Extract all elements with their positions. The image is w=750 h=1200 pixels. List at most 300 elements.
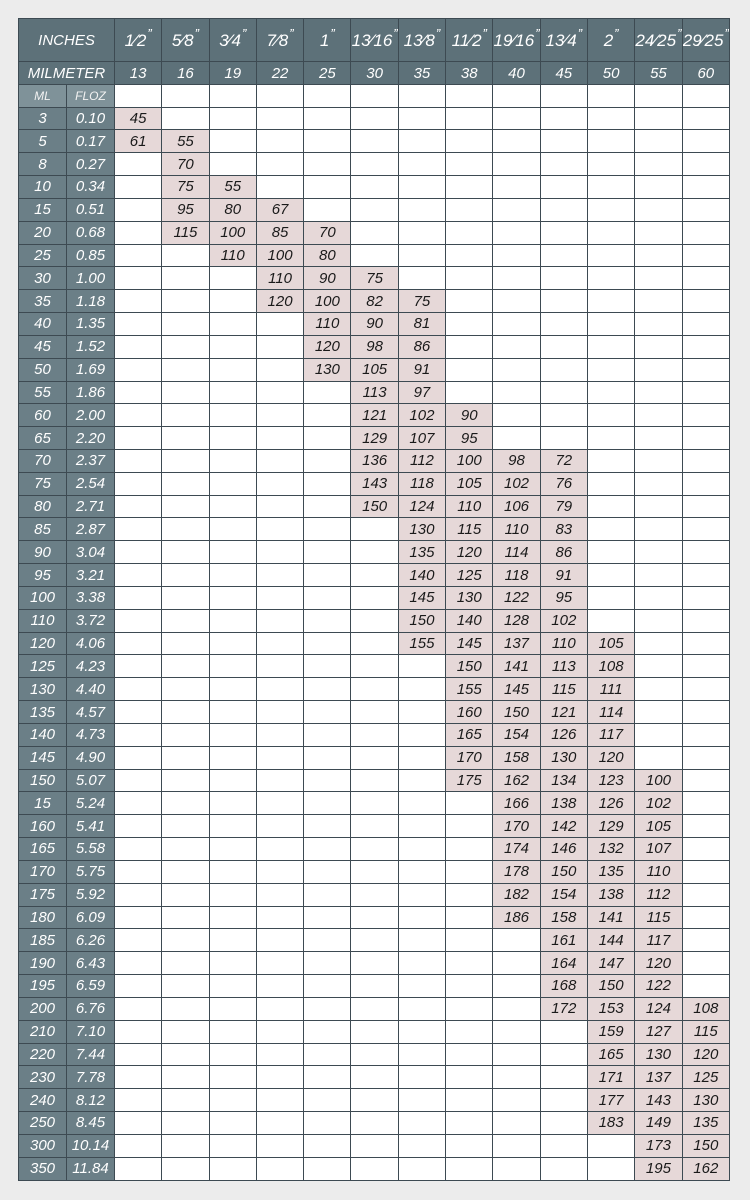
capacity-cell: 162 — [493, 769, 540, 792]
table-cell — [682, 85, 729, 107]
table-cell — [209, 290, 256, 313]
table-cell — [587, 335, 634, 358]
capacity-cell: 83 — [540, 518, 587, 541]
capacity-cell: 173 — [635, 1134, 682, 1157]
table-cell — [115, 472, 162, 495]
table-cell — [209, 1066, 256, 1089]
table-cell — [682, 678, 729, 701]
inch-size-value — [545, 25, 583, 50]
table-cell — [493, 427, 540, 450]
table-cell — [587, 85, 634, 107]
table-cell — [635, 85, 682, 107]
capacity-cell: 130 — [682, 1089, 729, 1112]
floz-value: 4.90 — [67, 746, 115, 769]
table-cell — [351, 85, 398, 107]
table-cell — [682, 404, 729, 427]
table-cell — [446, 198, 493, 221]
capacity-cell: 82 — [351, 290, 398, 313]
table-cell — [256, 723, 303, 746]
table-cell — [682, 198, 729, 221]
table-cell — [587, 381, 634, 404]
floz-value: 3.21 — [67, 564, 115, 587]
capacity-cell: 141 — [493, 655, 540, 678]
table-cell — [304, 449, 351, 472]
table-cell — [304, 107, 351, 130]
ml-value: 40 — [19, 313, 67, 336]
table-cell — [351, 929, 398, 952]
table-cell — [304, 176, 351, 199]
table-cell — [682, 586, 729, 609]
table-cell — [115, 1089, 162, 1112]
ml-value: 50 — [19, 358, 67, 381]
table-cell — [540, 244, 587, 267]
table-cell — [398, 792, 445, 815]
capacity-cell: 105 — [587, 632, 634, 655]
table-cell — [304, 883, 351, 906]
ml-value: 135 — [19, 701, 67, 724]
table-cell — [446, 176, 493, 199]
table-row — [19, 1134, 730, 1157]
table-cell — [635, 404, 682, 427]
table-cell — [587, 130, 634, 153]
capacity-cell: 102 — [540, 609, 587, 632]
table-row — [19, 198, 730, 221]
table-cell — [587, 176, 634, 199]
inch-mark: ” — [535, 25, 540, 41]
table-cell — [162, 632, 209, 655]
capacity-cell: 108 — [682, 997, 729, 1020]
capacity-cell: 55 — [209, 176, 256, 199]
table-row — [19, 267, 730, 290]
capacity-cell: 130 — [635, 1043, 682, 1066]
table-cell — [209, 586, 256, 609]
capacity-cell: 75 — [398, 290, 445, 313]
ml-value: 80 — [19, 495, 67, 518]
table-row — [19, 244, 730, 267]
capacity-cell: 112 — [398, 449, 445, 472]
inch-mark: ” — [147, 25, 152, 41]
floz-value: 0.68 — [67, 221, 115, 244]
table-row — [19, 404, 730, 427]
capacity-cell: 135 — [682, 1112, 729, 1135]
table-cell — [256, 678, 303, 701]
table-cell — [446, 267, 493, 290]
floz-value: 1.18 — [67, 290, 115, 313]
floz-value: 1.52 — [67, 335, 115, 358]
floz-value: 0.34 — [67, 176, 115, 199]
ml-value: 10 — [19, 176, 67, 199]
floz-value: 0.85 — [67, 244, 115, 267]
capacity-cell: 172 — [540, 997, 587, 1020]
table-cell — [587, 472, 634, 495]
table-cell — [587, 1134, 634, 1157]
table-row — [19, 564, 730, 587]
table-cell — [398, 221, 445, 244]
capacity-cell: 135 — [587, 860, 634, 883]
inch-size-header — [162, 19, 209, 62]
table-cell — [446, 130, 493, 153]
table-cell — [635, 723, 682, 746]
capacity-cell: 105 — [635, 815, 682, 838]
table-cell — [682, 449, 729, 472]
table-cell — [304, 1112, 351, 1135]
table-cell — [493, 313, 540, 336]
table-cell — [256, 1112, 303, 1135]
table-cell — [682, 153, 729, 176]
ml-value: 150 — [19, 769, 67, 792]
capacity-cell: 114 — [587, 701, 634, 724]
capacity-cell: 55 — [162, 130, 209, 153]
table-row — [19, 655, 730, 678]
table-cell — [162, 975, 209, 998]
table-cell — [493, 85, 540, 107]
table-cell — [162, 929, 209, 952]
inch-size-text: 1 — [319, 30, 330, 50]
table-cell — [493, 997, 540, 1020]
table-cell — [493, 952, 540, 975]
table-cell — [304, 404, 351, 427]
table-cell — [682, 883, 729, 906]
mm-size-header: 25 — [304, 62, 351, 85]
table-cell — [256, 906, 303, 929]
inch-mark: ” — [241, 25, 247, 41]
table-cell — [209, 153, 256, 176]
table-cell — [256, 586, 303, 609]
ml-value: 200 — [19, 997, 67, 1020]
table-cell — [493, 267, 540, 290]
table-cell — [351, 130, 398, 153]
capacity-cell: 150 — [398, 609, 445, 632]
table-cell — [587, 586, 634, 609]
table-cell — [256, 518, 303, 541]
table-cell — [398, 85, 445, 107]
inch-size-header — [115, 19, 162, 62]
table-row — [19, 929, 730, 952]
floz-value: 4.06 — [67, 632, 115, 655]
table-cell — [209, 701, 256, 724]
table-cell — [209, 1112, 256, 1135]
table-cell — [682, 769, 729, 792]
table-cell — [682, 952, 729, 975]
table-row — [19, 381, 730, 404]
table-cell — [115, 746, 162, 769]
floz-value: 5.58 — [67, 838, 115, 861]
table-cell — [115, 358, 162, 381]
inch-mark: ” — [393, 25, 398, 41]
table-cell — [351, 518, 398, 541]
table-row — [19, 427, 730, 450]
table-cell — [256, 929, 303, 952]
inch-mark: ” — [577, 25, 583, 41]
table-cell — [398, 1089, 445, 1112]
table-cell — [635, 153, 682, 176]
inch-size-text: 24⁄25 — [635, 30, 677, 50]
floz-value: 8.12 — [67, 1089, 115, 1112]
floz-value: 4.73 — [67, 723, 115, 746]
floz-value: 1.86 — [67, 381, 115, 404]
table-cell — [635, 586, 682, 609]
table-cell — [162, 815, 209, 838]
ml-value: 350 — [19, 1157, 67, 1180]
floz-value: 2.87 — [67, 518, 115, 541]
table-cell — [162, 472, 209, 495]
table-cell — [209, 541, 256, 564]
ml-value: 25 — [19, 244, 67, 267]
table-cell — [162, 701, 209, 724]
table-cell — [635, 313, 682, 336]
capacity-cell: 95 — [162, 198, 209, 221]
table-cell — [115, 153, 162, 176]
table-cell — [115, 1043, 162, 1066]
capacity-cell: 149 — [635, 1112, 682, 1135]
ml-value: 175 — [19, 883, 67, 906]
table-cell — [682, 358, 729, 381]
table-row — [19, 130, 730, 153]
capacity-cell: 110 — [304, 313, 351, 336]
inch-size-value — [451, 25, 487, 50]
capacity-cell: 86 — [398, 335, 445, 358]
capacity-cell: 124 — [398, 495, 445, 518]
table-cell — [682, 655, 729, 678]
table-cell — [256, 381, 303, 404]
table-cell — [115, 609, 162, 632]
table-cell — [162, 792, 209, 815]
table-cell — [256, 427, 303, 450]
table-cell — [209, 85, 256, 107]
table-cell — [493, 1043, 540, 1066]
table-cell — [351, 1020, 398, 1043]
table-cell — [540, 198, 587, 221]
table-cell — [635, 381, 682, 404]
table-cell — [162, 1020, 209, 1043]
table-cell — [304, 929, 351, 952]
table-cell — [446, 1157, 493, 1180]
inch-mark: ” — [330, 25, 335, 41]
capacity-cell: 125 — [682, 1066, 729, 1089]
table-row — [19, 860, 730, 883]
table-cell — [351, 769, 398, 792]
table-cell — [682, 906, 729, 929]
capacity-cell: 128 — [493, 609, 540, 632]
table-cell — [115, 883, 162, 906]
table-cell — [540, 130, 587, 153]
inch-size-text: 13⁄16 — [351, 30, 393, 50]
capacity-cell: 100 — [446, 449, 493, 472]
table-row — [19, 723, 730, 746]
table-cell — [256, 335, 303, 358]
table-cell — [256, 815, 303, 838]
table-cell — [540, 1112, 587, 1135]
table-cell — [115, 975, 162, 998]
table-cell — [398, 769, 445, 792]
capacity-cell: 145 — [446, 632, 493, 655]
ml-value: 95 — [19, 564, 67, 587]
table-cell — [256, 997, 303, 1020]
table-cell — [493, 1134, 540, 1157]
ml-value: 45 — [19, 335, 67, 358]
inch-size-value — [124, 25, 152, 50]
table-cell — [256, 860, 303, 883]
capacity-cell: 171 — [587, 1066, 634, 1089]
table-cell — [304, 427, 351, 450]
table-cell — [635, 358, 682, 381]
table-cell — [115, 495, 162, 518]
table-cell — [162, 267, 209, 290]
capacity-cell: 145 — [493, 678, 540, 701]
table-cell — [398, 952, 445, 975]
volume-label-row — [19, 85, 730, 107]
inches-row-label: INCHES — [19, 19, 115, 62]
table-cell — [587, 221, 634, 244]
table-cell — [256, 883, 303, 906]
table-cell — [115, 564, 162, 587]
table-cell — [351, 701, 398, 724]
capacity-cell: 107 — [398, 427, 445, 450]
table-cell — [398, 1157, 445, 1180]
ml-value: 180 — [19, 906, 67, 929]
inch-size-value — [403, 25, 441, 50]
ml-value: 170 — [19, 860, 67, 883]
floz-value: 1.35 — [67, 313, 115, 336]
capacity-cell: 145 — [398, 586, 445, 609]
inch-mark: ” — [194, 25, 199, 41]
table-cell — [635, 290, 682, 313]
table-cell — [209, 632, 256, 655]
ml-value: 185 — [19, 929, 67, 952]
capacity-cell: 86 — [540, 541, 587, 564]
table-cell — [493, 929, 540, 952]
table-cell — [209, 564, 256, 587]
table-cell — [351, 1089, 398, 1112]
table-cell — [256, 1134, 303, 1157]
table-cell — [115, 1157, 162, 1180]
floz-value: 5.41 — [67, 815, 115, 838]
capacity-cell: 162 — [682, 1157, 729, 1180]
table-cell — [304, 997, 351, 1020]
table-cell — [493, 404, 540, 427]
table-cell — [446, 1089, 493, 1112]
table-cell — [209, 952, 256, 975]
table-cell — [682, 632, 729, 655]
capacity-cell: 146 — [540, 838, 587, 861]
capacity-cell: 130 — [304, 358, 351, 381]
table-cell — [398, 975, 445, 998]
table-cell — [256, 130, 303, 153]
capacity-cell: 114 — [493, 541, 540, 564]
capacity-cell: 132 — [587, 838, 634, 861]
table-cell — [682, 815, 729, 838]
table-cell — [162, 449, 209, 472]
floz-value: 2.00 — [67, 404, 115, 427]
ml-value: 230 — [19, 1066, 67, 1089]
capacity-cell: 115 — [635, 906, 682, 929]
floz-value: 4.40 — [67, 678, 115, 701]
table-cell — [540, 1066, 587, 1089]
table-cell — [587, 609, 634, 632]
table-cell — [162, 860, 209, 883]
table-cell — [209, 997, 256, 1020]
capacity-cell: 85 — [256, 221, 303, 244]
table-cell — [115, 929, 162, 952]
capacity-cell: 110 — [635, 860, 682, 883]
table-row — [19, 1043, 730, 1066]
capacity-cell: 140 — [446, 609, 493, 632]
capacity-cell: 122 — [635, 975, 682, 998]
table-cell — [162, 404, 209, 427]
table-cell — [682, 244, 729, 267]
table-cell — [493, 153, 540, 176]
table-cell — [209, 1043, 256, 1066]
capacity-cell: 168 — [540, 975, 587, 998]
table-cell — [540, 313, 587, 336]
table-cell — [304, 906, 351, 929]
floz-value: 2.71 — [67, 495, 115, 518]
table-cell — [115, 176, 162, 199]
inch-size-value — [171, 25, 199, 50]
table-cell — [209, 335, 256, 358]
capacity-cell: 98 — [493, 449, 540, 472]
table-cell — [540, 1134, 587, 1157]
capacity-cell: 95 — [540, 586, 587, 609]
table-cell — [446, 997, 493, 1020]
table-cell — [682, 313, 729, 336]
table-cell — [635, 221, 682, 244]
table-cell — [540, 107, 587, 130]
table-cell — [540, 335, 587, 358]
table-cell — [162, 1089, 209, 1112]
table-cell — [351, 883, 398, 906]
table-cell — [351, 860, 398, 883]
ml-value: 75 — [19, 472, 67, 495]
floz-value: 3.72 — [67, 609, 115, 632]
table-row — [19, 701, 730, 724]
table-row — [19, 769, 730, 792]
table-cell — [162, 290, 209, 313]
table-cell — [540, 358, 587, 381]
table-cell — [446, 85, 493, 107]
ml-value: 120 — [19, 632, 67, 655]
table-cell — [398, 838, 445, 861]
capacity-cell: 130 — [540, 746, 587, 769]
capacity-cell: 159 — [587, 1020, 634, 1043]
ml-value: 190 — [19, 952, 67, 975]
table-cell — [115, 1134, 162, 1157]
capacity-cell: 120 — [635, 952, 682, 975]
table-cell — [635, 427, 682, 450]
table-cell — [682, 929, 729, 952]
capacity-cell: 118 — [398, 472, 445, 495]
ml-value: 90 — [19, 541, 67, 564]
capacity-cell: 100 — [635, 769, 682, 792]
table-cell — [398, 267, 445, 290]
table-cell — [304, 1157, 351, 1180]
table-row — [19, 632, 730, 655]
table-cell — [587, 495, 634, 518]
table-cell — [351, 198, 398, 221]
table-cell — [209, 1089, 256, 1112]
floz-value: 7.78 — [67, 1066, 115, 1089]
table-cell — [351, 564, 398, 587]
inch-size-header — [256, 19, 303, 62]
floz-value: 3.04 — [67, 541, 115, 564]
inch-size-text: 5⁄8 — [171, 30, 194, 50]
table-cell — [162, 518, 209, 541]
table-cell — [540, 85, 587, 107]
table-cell — [162, 723, 209, 746]
table-cell — [493, 198, 540, 221]
table-cell — [304, 198, 351, 221]
table-cell — [304, 723, 351, 746]
